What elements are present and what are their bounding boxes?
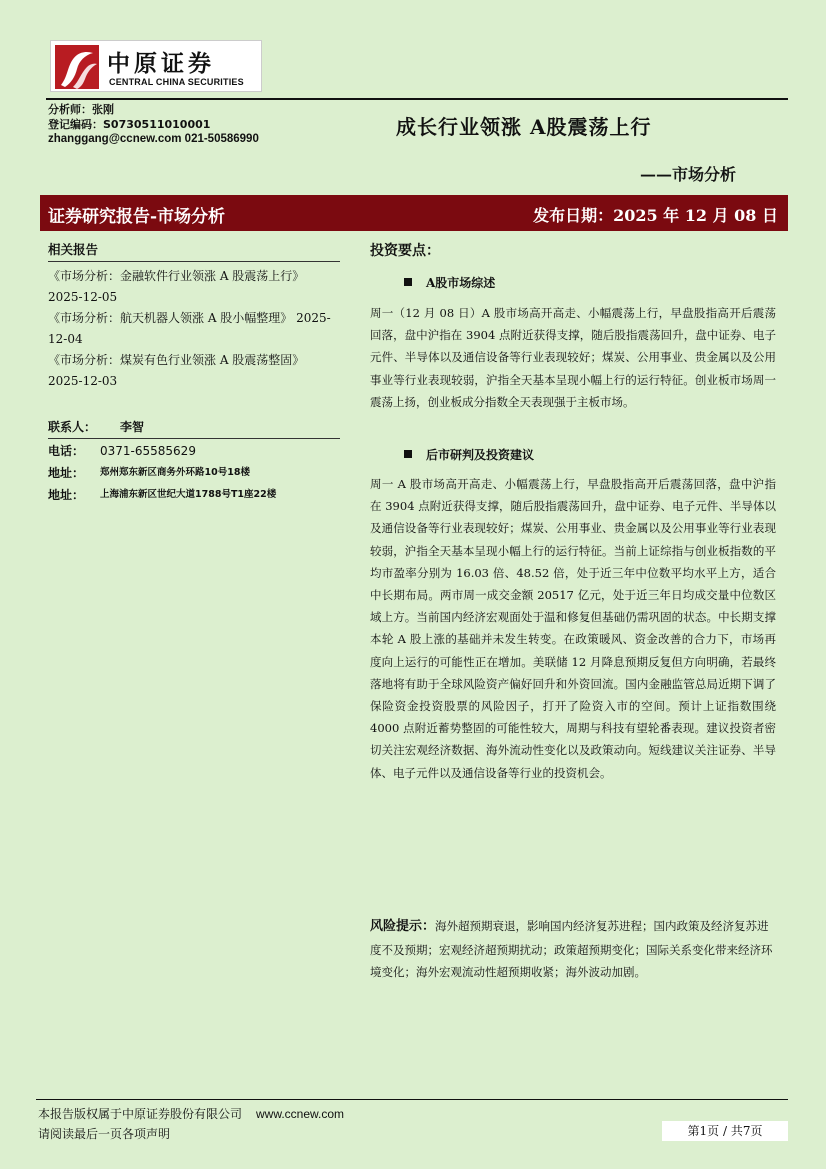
contact-divider (48, 438, 340, 439)
related-report-item[interactable]: 《市场分析：航天机器人领涨 A 股小幅整理》 2025-12-04 (48, 311, 331, 346)
analyst-contact: zhanggang@ccnew.com 021-50586990 (48, 133, 259, 145)
report-type: 证券研究报告-市场分析 (48, 207, 226, 227)
contact-phone-label: 电话： (48, 444, 85, 458)
company-logo (50, 40, 262, 92)
contact-address: 上海浦东新区世纪大道1788号T1座22楼 (100, 489, 277, 500)
analyst-name: 分析师：张刚 (48, 103, 114, 116)
report-title: 成长行业领涨 A股震荡上行 (396, 115, 652, 139)
section-heading-outlook (404, 446, 534, 463)
risk-text: 海外超预期衰退，影响国内经济复苏进程；国内政策及经济复苏进度不及预期；宏观经济超预期扰动；政策超预期变化；国际关系变化带来经济环境变化；海外宏观流动性超预期收紧；海外波动加剧。 (370, 919, 773, 979)
risk-warning (370, 915, 778, 984)
footer-divider (36, 1099, 788, 1100)
section-heading-market-review (404, 274, 495, 291)
outlook-paragraph: 周一 A 股市场高开高走、小幅震荡上行，早盘股指高开后震荡回落，盘中沪指在 3904 点附近获得支撑，随后股指震荡回升，盘中证券、电子元件、半导体以及通信设备等行业表现较好；煤炭、公用事业、贵金属以及公用事业等行业表现较弱，沪指全天基本呈现小幅上行的运行特征。当前上证综指与创业板指数的平均市盈率分别为 16.03 倍、48.52 倍，处于近三年中位数平均水平上方，适合中长期布局。两市周一成交金额 20517 亿元，处于近三年日均成交量中位数区域上方。当前国内经济宏观面处于温和修复但基础仍需巩固的状态。中长期支撑本轮 A 股上涨的基础并未发生转变。在政策暖风、资金改善的合力下，市场再度向上运行的可能性正在增加。美联储 12 月降息预期反复但方向明确，若最终落地将有助于全球风险资产偏好回升和外资回流。国内金融监管总局近期下调了保险资金投资股票的风险因子，打开了险资入市的空间。预计上证指数围绕 4000 点附近蓄势整固的可能性较大，周期与科技有望轮番表现。建议投资者密切关注宏观经济数据、海外流动性变化以及政策动向。短线建议关注证券、半导体、电子元件以及通信设备等行业的投资机会。 (370, 477, 776, 780)
contact-phone-row (48, 440, 340, 462)
contact-address-row (48, 462, 340, 484)
contact-address: 郑州郑东新区商务外环路10号18楼 (100, 467, 250, 478)
key-points-heading: 投资要点： (370, 243, 440, 259)
report-banner (40, 195, 788, 231)
header-divider (46, 98, 788, 100)
contact-person-label: 联系人： (48, 420, 97, 434)
section-title: A股市场综述 (426, 276, 496, 290)
copyright-text: 本报告版权属于中原证券股份有限公司 (38, 1107, 243, 1121)
website-link[interactable]: www.ccnew.com (256, 1107, 345, 1121)
contact-block (48, 416, 340, 506)
related-report-item[interactable]: 《市场分析：煤炭有色行业领涨 A 股震荡整固》 2025-12-03 (48, 353, 305, 388)
related-reports-heading: 相关报告 (48, 240, 340, 262)
logo-mark-icon (55, 45, 99, 89)
contact-phone: 0371-65585629 (100, 444, 196, 458)
risk-label: 风险提示： (370, 919, 436, 934)
related-reports (48, 240, 338, 392)
page-indicator: 第1页 / 共7页 (662, 1121, 788, 1141)
market-review-paragraph: 周一（12 月 08 日）A 股市场高开高走、小幅震荡上行，早盘股指高开后震荡回落，盘中沪指在 3904 点附近获得支撑，随后股指震荡回升，盘中证券、电子元件、半导体以及通信设备等行业表现较好；煤炭、公用事业、贵金属以及公用事业等行业表现较弱，沪指全天基本呈现小幅上行的运行特征。创业板市场周一震荡上扬，创业板成分指数全天表现强于主板市场。 (370, 306, 776, 409)
contact-address-label: 地址： (48, 488, 85, 502)
footer (38, 1104, 344, 1144)
analyst-info (48, 102, 259, 147)
contact-person-row (48, 416, 340, 438)
contact-address-row (48, 484, 340, 506)
logo-english-name: CENTRAL CHINA SECURITIES (109, 77, 244, 87)
analyst-reg-no: 登记编码：S0730511010001 (48, 118, 211, 131)
related-report-item[interactable]: 《市场分析：金融软件行业领涨 A 股震荡上行》 2025-12-05 (48, 269, 305, 304)
publish-date: 发布日期：2025 年 12 月 08 日 (533, 206, 778, 225)
section-title: 后市研判及投资建议 (426, 448, 535, 462)
contact-address-label: 地址： (48, 466, 85, 480)
disclaimer-text: 请阅读最后一页各项声明 (38, 1127, 171, 1141)
contact-person: 李智 (120, 420, 145, 434)
key-points (370, 240, 788, 979)
logo-chinese-name: 中原证券 (107, 50, 215, 77)
report-subtitle: ——市场分析 (640, 165, 737, 184)
square-bullet-icon (404, 450, 412, 458)
square-bullet-icon (404, 278, 412, 286)
